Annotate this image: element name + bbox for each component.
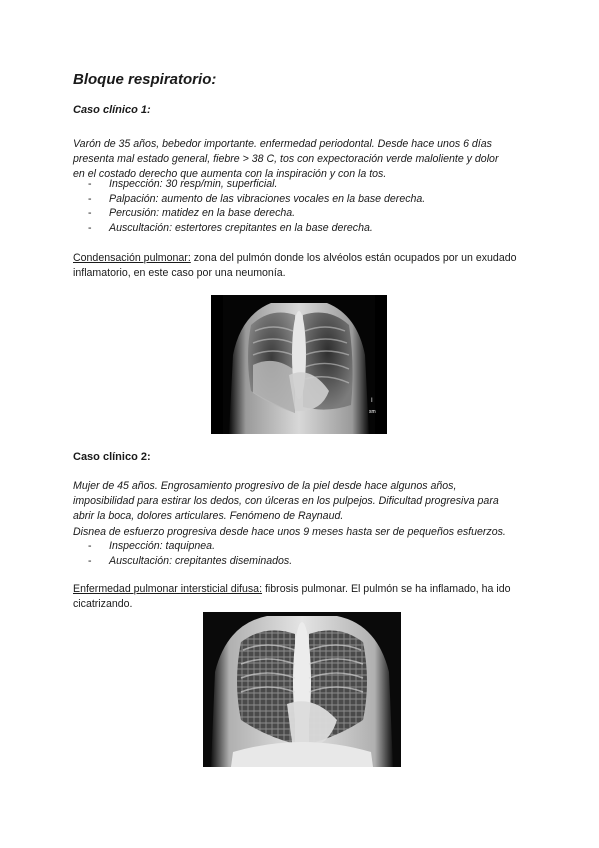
case2-description-line: abrir la boca, dolores articulares. Fenómeno de Raynaud. xyxy=(73,510,344,523)
case1-diagnosis-term: Condensación pulmonar: xyxy=(73,252,191,264)
case1-finding: - Palpación: aumento de las vibraciones vocales en la base derecha. xyxy=(88,192,425,207)
case1-finding: - Auscultación: estertores crepitantes en la base derecha. xyxy=(88,221,425,236)
case2-description-line: imposibilidad para estirar los dedos, con úlceras en los pulpejos. Dificultad progresiva para xyxy=(73,495,499,508)
case2-finding: - Inspección: taquipnea. xyxy=(88,539,292,554)
case1-diagnosis-text: zona del pulmón donde los alvéolos están ocupados por un exudado xyxy=(190,252,517,264)
case1-finding: - Inspección: 30 resp/min, superficial. xyxy=(88,177,425,192)
chest-xray-2-image xyxy=(203,612,401,767)
case1-description-line: en el costado derecho que aumenta con la inspiración y con la tos. xyxy=(73,168,387,181)
case2-description xyxy=(73,479,506,540)
case1-diagnosis xyxy=(73,251,517,281)
chest-xray-1-image xyxy=(211,295,387,434)
case2-diagnosis-text: fibrosis pulmonar. El pulmón se ha inflamado, ha ido xyxy=(262,583,511,595)
case2-finding: - Auscultación: crepitantes diseminados. xyxy=(88,554,292,569)
case1-title: Caso clínico 1: xyxy=(73,104,151,116)
case1-findings-list xyxy=(88,177,425,235)
case2-diagnosis-text: cicatrizando. xyxy=(73,598,133,611)
page-heading: Bloque respiratorio: xyxy=(73,71,217,88)
case2-findings-list xyxy=(88,539,292,568)
case2-diagnosis-term: Enfermedad pulmonar intersticial difusa: xyxy=(73,583,263,595)
case2-description-line: Mujer de 45 años. Engrosamiento progresivo de la piel desde hace algunos años, xyxy=(73,480,457,492)
case1-diagnosis-text: inflamatorio, en este caso por una neumonía. xyxy=(73,267,286,280)
case1-description-line: Varón de 35 años, bebedor importante. enfermedad periodontal. Desde hace unos 6 días xyxy=(73,138,492,150)
case1-description xyxy=(73,137,498,183)
xray-marker-text: I xyxy=(371,398,373,404)
case2-title: Caso clínico 2: xyxy=(73,451,151,463)
case2-description-line: Disnea de esfuerzo progresiva desde hace unos 9 meses hasta ser de pequeños esfuerzos. xyxy=(73,525,506,538)
case2-diagnosis xyxy=(73,582,511,612)
case1-finding: - Percusión: matidez en la base derecha. xyxy=(88,206,425,221)
xray-caption-text: sm xyxy=(369,409,376,415)
case1-description-line: presenta mal estado general, fiebre > 38 C, tos con expectoración verde maloliente y dolor xyxy=(73,153,499,166)
